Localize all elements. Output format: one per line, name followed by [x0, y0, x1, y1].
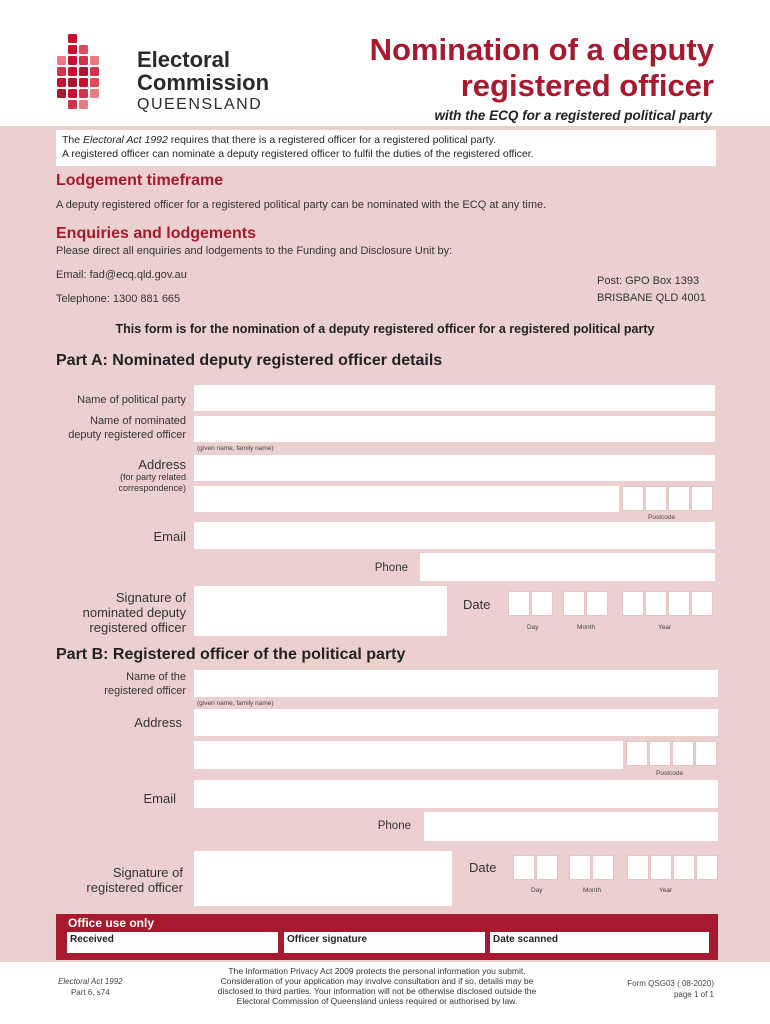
part-b-heading: Part B: Registered officer of the political party	[56, 646, 406, 663]
footer-legislation	[58, 976, 123, 998]
officer-name-label	[104, 670, 186, 698]
organisation-name	[137, 49, 269, 113]
deputy-signature-label-line3: registered officer	[89, 620, 186, 635]
officer-signature-label	[86, 865, 183, 895]
footer-privacy	[172, 966, 582, 1006]
deputy-address-hint	[118, 472, 186, 494]
officer-date-day-label: Day	[531, 887, 543, 894]
officer-date-label: Date	[469, 860, 497, 875]
form-code: Form QSG03 ( 08-2020)	[627, 979, 714, 988]
lodgement-text: A deputy registered officer for a registered political party can be nominated with the ECQ at any time.	[56, 199, 547, 211]
officer-signature-label-line1: Signature of	[112, 865, 183, 880]
deputy-address-line1-input[interactable]	[194, 455, 715, 481]
footer-act: Electoral Act 1992	[58, 977, 123, 986]
deputy-email-label: Email	[153, 529, 186, 544]
officer-date-month-label: Month	[583, 887, 602, 894]
org-name-line1: Electoral	[137, 47, 230, 72]
officer-name-input[interactable]	[194, 670, 718, 697]
deputy-address-hint-line2: correspondence)	[118, 483, 186, 493]
deputy-postcode-digit[interactable]	[668, 486, 690, 511]
office-date-scanned-field[interactable]	[490, 932, 709, 953]
post-address-line1: Post: GPO Box 1393	[597, 275, 700, 287]
deputy-name-hint: (given name, family name)	[197, 445, 274, 452]
officer-name-label-line1: Name of the	[126, 671, 186, 683]
privacy-line3: disclosed to third parties. Your information will not be otherwise disclosed outside the	[217, 986, 537, 996]
deputy-postcode-digit[interactable]	[645, 486, 667, 511]
office-received-field[interactable]	[67, 932, 278, 953]
deputy-date-day-digit[interactable]	[508, 591, 530, 616]
deputy-date-day-digit[interactable]	[531, 591, 553, 616]
office-use-panel	[56, 914, 718, 960]
deputy-date-year-digit[interactable]	[691, 591, 713, 616]
officer-postcode-digit[interactable]	[672, 741, 694, 766]
footer-form-info	[627, 978, 714, 1000]
officer-date-day-digit[interactable]	[513, 855, 535, 880]
deputy-date-month-digit[interactable]	[586, 591, 608, 616]
office-use-title: Office use only	[68, 916, 155, 930]
officer-email-input[interactable]	[194, 780, 718, 808]
party-name-label: Name of political party	[77, 394, 186, 406]
officer-date-year-digit[interactable]	[627, 855, 649, 880]
ecq-logo-icon	[52, 34, 132, 114]
deputy-date-year-digit[interactable]	[622, 591, 644, 616]
electoral-act-ref: Electoral Act 1992	[83, 134, 168, 146]
enquiries-telephone: Telephone: 1300 881 665	[56, 293, 181, 305]
deputy-signature-label-line2: nominated deputy	[82, 605, 186, 620]
org-name-line3: QUEENSLAND	[137, 96, 263, 113]
officer-name-hint: (given name, family name)	[197, 700, 274, 707]
officer-name-label-line2: registered officer	[104, 685, 186, 697]
officer-address-line2-input[interactable]	[194, 741, 623, 769]
deputy-name-input[interactable]	[194, 416, 715, 442]
deputy-name-label-line2: deputy registered officer	[68, 429, 186, 441]
officer-date-year-digit[interactable]	[650, 855, 672, 880]
deputy-postcode-label: Postcode	[648, 514, 676, 521]
officer-postcode-digit[interactable]	[649, 741, 671, 766]
deputy-email-input[interactable]	[194, 522, 715, 549]
org-name-line2: Commission	[137, 70, 270, 95]
officer-email-label: Email	[143, 791, 176, 806]
party-name-input[interactable]	[194, 385, 715, 411]
deputy-date-day-label: Day	[527, 624, 539, 631]
enquiries-heading: Enquiries and lodgements	[56, 225, 257, 242]
enquiries-text: Please direct all enquiries and lodgements to the Funding and Disclosure Unit by:	[56, 245, 453, 257]
officer-signature-input[interactable]	[194, 851, 452, 906]
form-title	[370, 32, 714, 104]
page-number: page 1 of 1	[673, 990, 714, 999]
deputy-address-line2-input[interactable]	[194, 486, 619, 512]
part-a-heading: Part A: Nominated deputy registered officer details	[56, 352, 443, 369]
form-title-line2: registered officer	[460, 68, 714, 103]
intro-line1-post: requires that there is a registered officer for a registered political party.	[167, 134, 497, 146]
officer-signature-label-line2: registered officer	[86, 880, 183, 895]
deputy-date-year-label: Year	[658, 624, 672, 631]
officer-phone-input[interactable]	[424, 812, 718, 841]
officer-phone-label: Phone	[377, 820, 411, 832]
deputy-address-hint-line1: (for party related	[119, 472, 186, 482]
intro-line1	[62, 133, 710, 147]
officer-date-month-digit[interactable]	[592, 855, 614, 880]
intro-box	[56, 130, 716, 166]
form-title-line1: Nomination of a deputy	[369, 32, 714, 67]
deputy-phone-input[interactable]	[420, 553, 715, 581]
deputy-phone-label: Phone	[374, 562, 408, 574]
deputy-date-month-digit[interactable]	[563, 591, 585, 616]
privacy-line2: Consideration of your application may involve consultation and if so, details may be	[220, 976, 534, 986]
form-purpose: This form is for the nomination of a deputy registered officer for a registered political party	[115, 322, 655, 336]
deputy-signature-input[interactable]	[194, 586, 447, 636]
deputy-name-label-line1: Name of nominated	[90, 415, 186, 427]
deputy-date-month-label: Month	[577, 624, 596, 631]
deputy-name-label	[68, 414, 186, 442]
deputy-date-year-digit[interactable]	[645, 591, 667, 616]
privacy-line1: The Information Privacy Act 2009 protects the personal information you submit.	[228, 966, 526, 976]
officer-date-month-digit[interactable]	[569, 855, 591, 880]
deputy-signature-label-line1: Signature of	[115, 590, 186, 605]
footer-part: Part 6, s74	[70, 988, 110, 997]
deputy-date-label: Date	[463, 597, 491, 612]
officer-date-year-label: Year	[659, 887, 673, 894]
enquiries-email[interactable]: Email: fad@ecq.qld.gov.au	[56, 269, 187, 281]
intro-line2: A registered officer can nominate a deputy registered officer to fulfil the duties of the registered officer.	[62, 148, 534, 160]
lodgement-heading: Lodgement timeframe	[56, 172, 224, 189]
officer-address-label: Address	[134, 715, 182, 730]
deputy-postcode-digit[interactable]	[691, 486, 713, 511]
officer-address-line1-input[interactable]	[194, 709, 718, 736]
officer-date-year-digit[interactable]	[673, 855, 695, 880]
officer-date-year-digit[interactable]	[696, 855, 718, 880]
officer-postcode-label: Postcode	[656, 770, 684, 777]
deputy-address-label: Address	[138, 457, 186, 472]
office-officer-signature-label: Officer signature	[287, 934, 368, 945]
deputy-signature-label	[83, 590, 186, 635]
deputy-postcode-digit[interactable]	[622, 486, 644, 511]
officer-date-day-digit[interactable]	[536, 855, 558, 880]
office-officer-signature-field[interactable]	[284, 932, 485, 953]
deputy-date-year-digit[interactable]	[668, 591, 690, 616]
officer-postcode-digit[interactable]	[695, 741, 717, 766]
office-date-scanned-label: Date scanned	[493, 934, 559, 945]
office-received-label: Received	[70, 934, 114, 945]
officer-postcode-digit[interactable]	[626, 741, 648, 766]
post-address-line2: BRISBANE QLD 4001	[597, 292, 706, 304]
privacy-line4: Electoral Commission of Queensland unless required or authorised by law.	[236, 996, 518, 1006]
form-subtitle: with the ECQ for a registered political party	[434, 108, 712, 123]
intro-line1-pre: The	[62, 134, 84, 146]
